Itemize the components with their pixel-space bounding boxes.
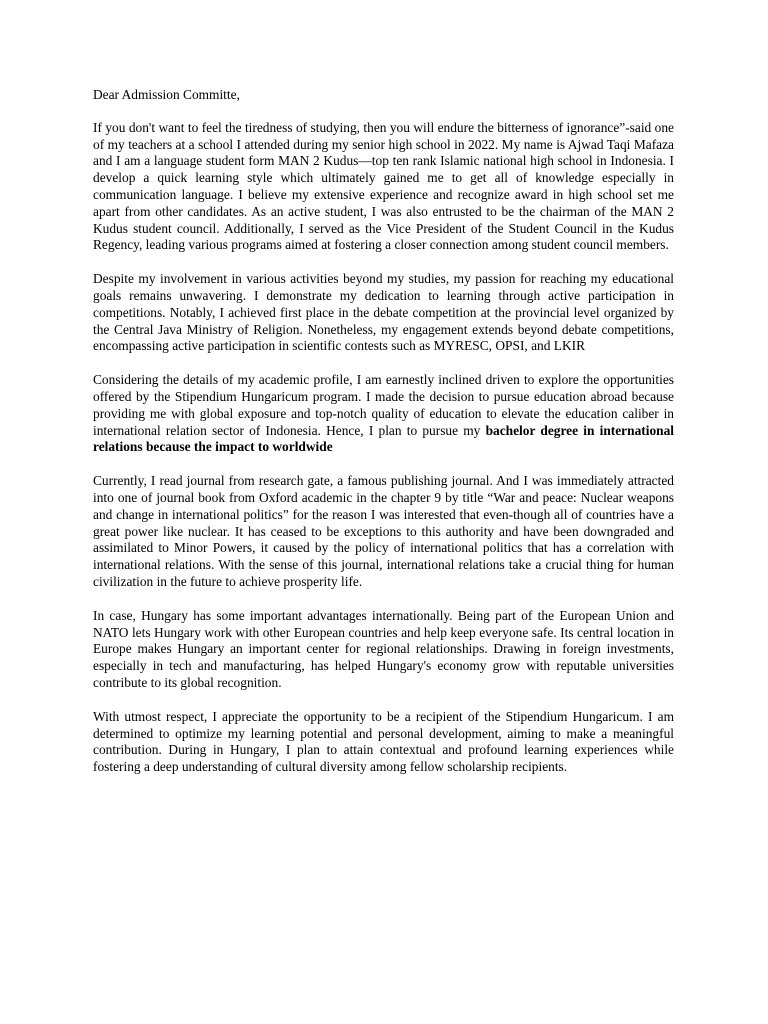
paragraph-journal: Currently, I read journal from research gate, a famous publishing journal. And I was immediately attracted into one of journal book from Oxford academic in the chapter 9 by title “War and peace: Nuclear weapons and change in international politics” for the reason I was interested that even-though all of countries have a great power like nuclear. It has ceased to be exceptions to this authority and have been downgraded and assimilated to Minor Powers, it caused by the policy of international politics that has a correlation with international relations. With the sense of this journal, international relations take a crucial thing for human civilization in the future to achieve prosperity life. <box>93 473 674 589</box>
letter-body <box>93 87 674 776</box>
paragraph-introduction: If you don't want to feel the tiredness of studying, then you will endure the bitterness of ignorance”-said one of my teachers at a school I attended during my senior high school in 2022. My name is Ajwad Taqi Mafaza and I am a language student form MAN 2 Kudus—top ten rank Islamic national high school in Indonesia. I develop a quick learning style which ultimately gained me to get all of knowledge especially in communication language. I believe my extensive experience and recognize award in high school set me apart from other candidates. As an active student, I was also entrusted to be the chairman of the MAN 2 Kudus student council. Additionally, I served as the Vice President of the Student Council in the Kudus Regency, leading various programs aimed at fostering a closer connection among student council members. <box>93 119 674 253</box>
paragraph-study-plan <box>93 372 674 456</box>
paragraph-achievements: Despite my involvement in various activities beyond my studies, my passion for reaching my educational goals remains unwavering. I demonstrate my dedication to learning through active participation in competitions. Notably, I achieved first place in the debate competition at the provincial level organized by the Central Java Ministry of Religion. Nonetheless, my engagement extends beyond debate competitions, encompassing active participation in scientific contests such as MYRESC, OPSI, and LKIR <box>93 271 674 354</box>
study-plan-text: Considering the details of my academic profile, I am earnestly inclined driven to explore the opportunities offered by the Stipendium Hungaricum program. I made the decision to pursue education abroad because providing me with global exposure and top-notch quality of education to elevate the education caliber in international relation sector of Indonesia. Hence, I plan to pursue my <box>93 372 674 438</box>
study-plan-bold-text: bachelor degree in international relations because the impact to worldwide <box>93 422 675 455</box>
salutation: Dear Admission Committe, <box>93 87 240 102</box>
paragraph-closing: With utmost respect, I appreciate the opportunity to be a recipient of the Stipendium Hungaricum. I am determined to optimize my learning potential and personal development, aiming to make a meaningful contribution. During in Hungary, I plan to attain contextual and profound learning experiences while fostering a deep understanding of cultural diversity among fellow scholarship recipients. <box>93 708 674 775</box>
paragraph-hungary: In case, Hungary has some important advantages internationally. Being part of the European Union and NATO lets Hungary work with other European countries and help keep everyone safe. Its central location in Europe makes Hungary an important center for regional relationships. Drawing in foreign investments, especially in tech and manufacturing, has helped Hungary's economy grow with reputable universities contribute to its global recognition. <box>93 607 674 690</box>
